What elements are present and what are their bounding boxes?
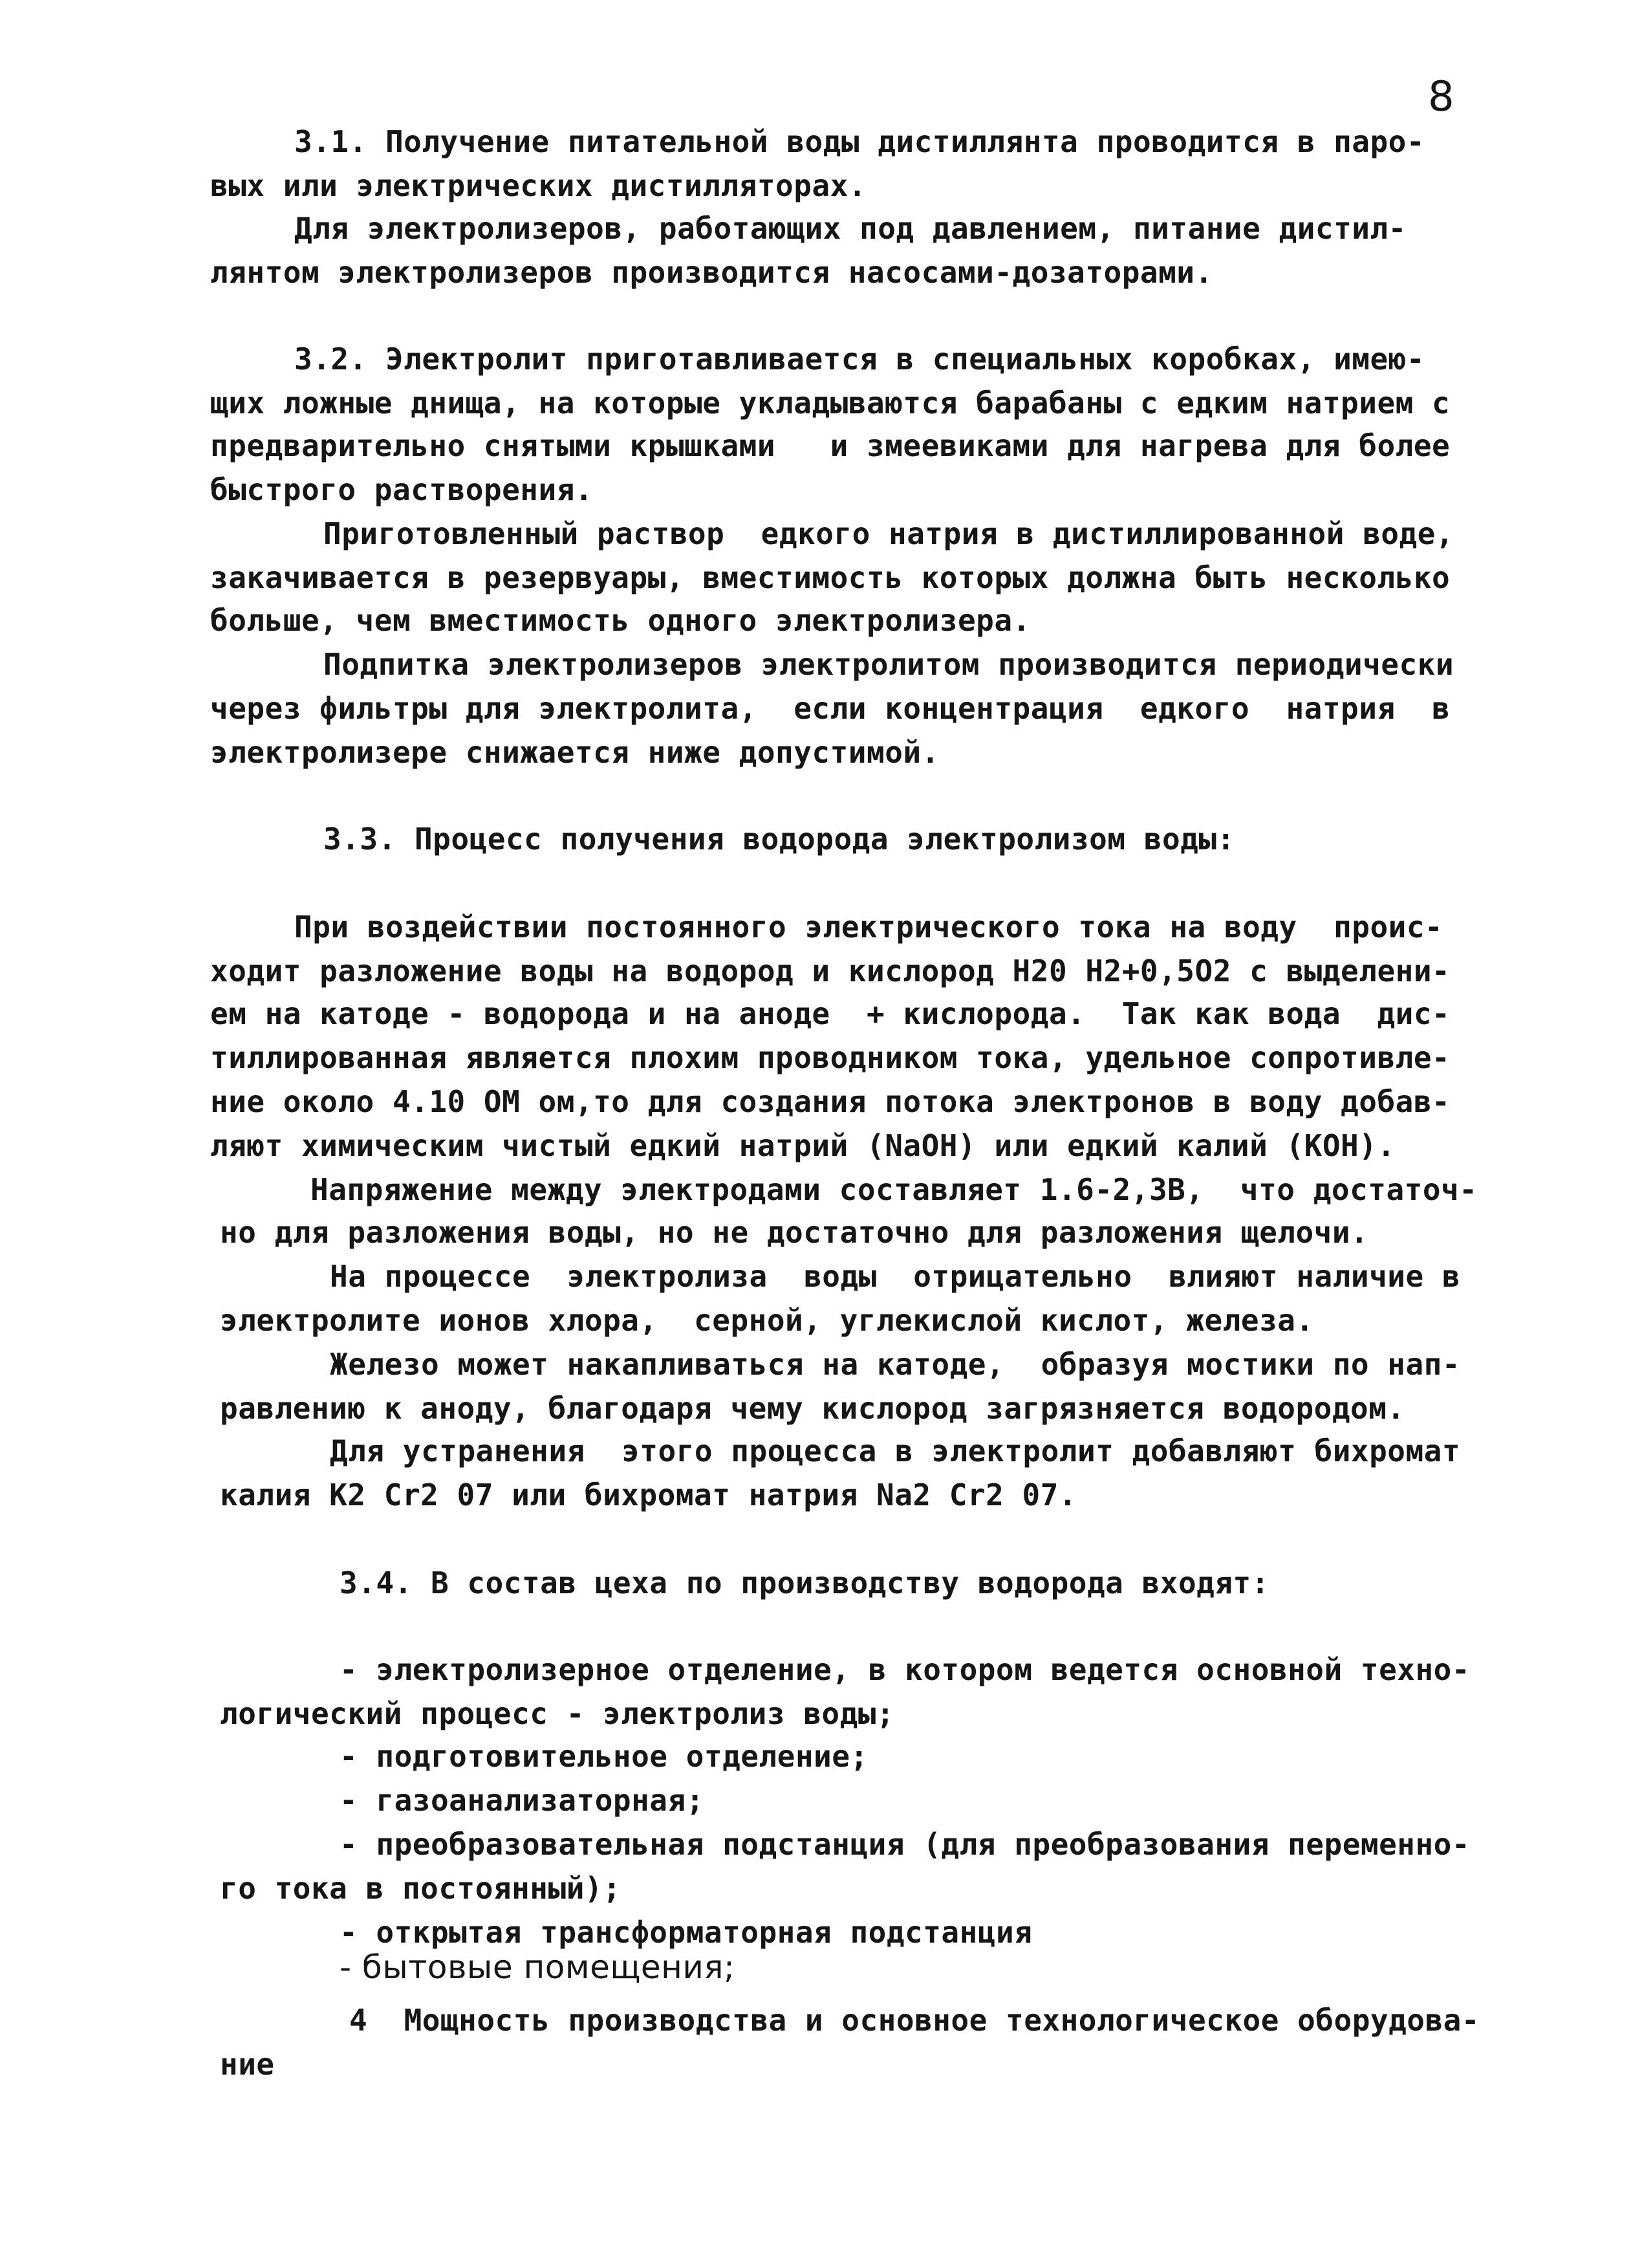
section-3-2-line-1: 3.2. Электролит приготавливается в специальных коробках, имею- [294,342,1425,376]
section-3-2-para-3-line-3: электролизере снижается ниже допустимой. [210,735,940,770]
section-3-4-item-2: - подготовительное отделение; [340,1739,869,1774]
section-3-4-item-5: - открытая трансформаторная подстанция [340,1915,1033,1950]
page-number: 8 [1428,73,1454,121]
section-3-4-item-4-line-2: го тока в постоянный); [220,1871,621,1906]
section-3-4-item-3: - газоанализаторная; [340,1783,704,1818]
section-3-2-line-4: быстрого растворения. [210,472,594,507]
section-4-heading-line-1: 4 Мощность производства и основное технологическое оборудова- [349,2003,1480,2038]
section-3-3-para-1-line-1: При воздействии постоянного электрического тока на воду проис- [294,910,1443,944]
section-3-3-para-4-line-1: Железо может накапливаться на катоде, образуя мостики по нап- [330,1347,1461,1382]
section-3-3-para-5-line-1: Для устранения этого процесса в электролит добавляют бихромат [330,1434,1461,1468]
section-3-3-heading: 3.3. Процесс получения водорода электролизом воды: [323,822,1235,856]
section-3-4-item-1-line-1: - электролизерное отделение, в котором ведется основной техно- [340,1652,1471,1687]
section-3-2-line-2: щих ложные днища, на которые укладываются барабаны с едким натрием с [210,386,1451,420]
section-3-1-line-2: вых или электрических дистилляторах. [210,168,867,203]
section-3-3-para-1-line-5: ние около 4.10 ОМ ом,то для создания потока электронов в воду добав- [210,1084,1451,1119]
section-3-2-para-2-line-2: закачивается в резервуары, вместимость которых должна быть несколько [210,560,1451,595]
section-3-3-para-1-line-4: тиллированная является плохим проводником тока, удельное сопротивле- [210,1040,1451,1075]
section-3-2-para-2-line-1: Приготовленный раствор едкого натрия в дистиллированной воде, [323,516,1454,551]
section-3-3-para-5-line-2: калия K2 Cr2 07 или бихромат натрия Na2 Cr2 07. [220,1477,1077,1512]
section-3-3-para-2-line-2: но для разложения воды, но не достаточно для разложения щелочи. [220,1215,1369,1250]
section-3-4-item-1-line-2: логический процесс - электролиз воды; [220,1696,895,1731]
section-3-3-para-3-line-1: На процессе электролиза воды отрицательно влияют наличие в [330,1259,1461,1294]
section-3-3-para-3-line-2: электролите ионов хлора, серной, углекислой кислот, железа. [220,1303,1314,1338]
section-3-3-para-1-line-6: ляют химическим чистый едкий натрий (NaOH) или едкий калий (KOH). [210,1128,1396,1163]
section-3-2-para-2-line-3: больше, чем вместимость одного электролизера. [210,603,1031,638]
section-3-4-item-6: - бытовые помещения; [340,1948,735,1986]
section-3-3-para-4-line-2: равлению к аноду, благодаря чему кислород загрязняется водородом. [220,1391,1405,1426]
section-3-4-item-4-line-1: - преобразовательная подстанция (для преобразования переменно- [340,1827,1471,1862]
section-3-3-para-1-line-2: ходит разложение воды на водород и кислород H20 H2+0,5O2 с выделени- [210,954,1451,988]
section-3-2-para-3-line-2: через фильтры для электролита, если концентрация едкого натрия в [210,691,1451,726]
section-3-3-para-2-line-1: Напряжение между электродами составляет 1.6-2,3В, что достаточ- [310,1172,1478,1207]
section-3-3-para-1-line-3: ем на катоде - водорода и на аноде + кислорода. Так как вода дис- [210,996,1451,1031]
section-3-1-line-1: 3.1. Получение питательной воды дистиллянта проводится в паро- [294,124,1425,159]
section-3-2-line-3: предварительно снятыми крышками и змеевиками для нагрева для более [210,428,1451,463]
section-3-4-heading: 3.4. В состав цеха по производству водорода входят: [340,1565,1269,1600]
section-4-heading-line-2: ние [220,2047,275,2082]
section-3-2-para-3-line-1: Подпитка электролизеров электролитом производится периодически [323,647,1454,682]
section-3-1-para-2-line-2: лянтом электролизеров производится насосами-дозаторами. [210,255,1213,290]
section-3-1-para-2-line-1: Для электролизеров, работающих под давлением, питание дистил- [294,211,1407,246]
